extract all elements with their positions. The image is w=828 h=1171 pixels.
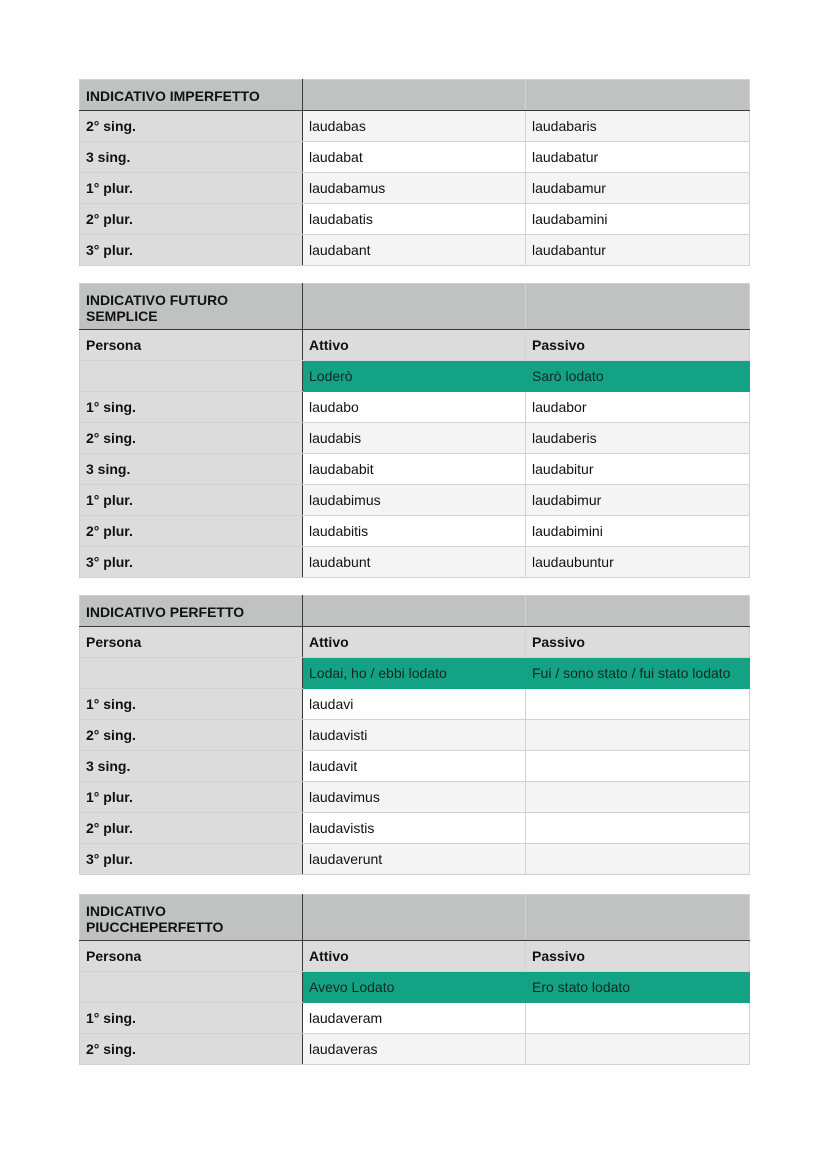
table-title-row xyxy=(80,284,750,330)
persona-cell: 2° sing. xyxy=(80,720,303,751)
passivo-cell: laudabatur xyxy=(526,142,750,173)
translation-row xyxy=(80,658,750,689)
translation-passivo: Fui / sono stato / fui stato lodato xyxy=(526,658,750,689)
column-header-attivo: Attivo xyxy=(303,941,526,972)
attivo-cell: laudavistis xyxy=(303,813,526,844)
translation-attivo: Loderò xyxy=(303,361,526,392)
persona-cell: 2° plur. xyxy=(80,516,303,547)
persona-cell: 3° plur. xyxy=(80,547,303,578)
table-row xyxy=(80,813,750,844)
attivo-cell: laudabas xyxy=(303,111,526,142)
persona-cell: 3 sing. xyxy=(80,142,303,173)
attivo-cell: laudabitis xyxy=(303,516,526,547)
attivo-cell: laudaveras xyxy=(303,1034,526,1065)
persona-cell: 1° plur. xyxy=(80,485,303,516)
table-row xyxy=(80,1034,750,1065)
table-row xyxy=(80,547,750,578)
table-row xyxy=(80,516,750,547)
passivo-cell: laudabaris xyxy=(526,111,750,142)
attivo-cell: laudabamus xyxy=(303,173,526,204)
attivo-cell: laudabis xyxy=(303,423,526,454)
passivo-cell xyxy=(526,1003,750,1034)
column-header-row xyxy=(80,330,750,361)
column-header-passivo: Passivo xyxy=(526,330,750,361)
table-row xyxy=(80,844,750,875)
column-header-persona: Persona xyxy=(80,330,303,361)
column-header-passivo: Passivo xyxy=(526,941,750,972)
translation-row xyxy=(80,361,750,392)
table-row xyxy=(80,423,750,454)
persona-cell: 2° sing. xyxy=(80,111,303,142)
passivo-cell: laudabitur xyxy=(526,454,750,485)
passivo-cell xyxy=(526,720,750,751)
passivo-cell xyxy=(526,782,750,813)
table-indicativo-imperfetto xyxy=(79,79,750,266)
passivo-cell xyxy=(526,813,750,844)
table-title-row xyxy=(80,895,750,941)
attivo-cell: laudaverunt xyxy=(303,844,526,875)
table-row xyxy=(80,689,750,720)
table-row xyxy=(80,235,750,266)
table-row xyxy=(80,1003,750,1034)
passivo-cell: laudabamini xyxy=(526,204,750,235)
table-title: INDICATIVO IMPERFETTO xyxy=(80,80,303,111)
persona-cell: 2° plur. xyxy=(80,813,303,844)
translation-row xyxy=(80,972,750,1003)
attivo-cell: laudaveram xyxy=(303,1003,526,1034)
attivo-cell: laudabo xyxy=(303,392,526,423)
passivo-cell: laudabimini xyxy=(526,516,750,547)
passivo-cell xyxy=(526,1034,750,1065)
table-row xyxy=(80,751,750,782)
table-indicativo-piuccheperfetto xyxy=(79,894,750,1065)
persona-cell: 1° sing. xyxy=(80,392,303,423)
column-header-persona: Persona xyxy=(80,941,303,972)
passivo-cell: laudaubuntur xyxy=(526,547,750,578)
table-title-row xyxy=(80,596,750,627)
persona-cell: 3 sing. xyxy=(80,751,303,782)
table-title-row xyxy=(80,80,750,111)
column-header-passivo: Passivo xyxy=(526,627,750,658)
table-row xyxy=(80,392,750,423)
passivo-cell: laudaberis xyxy=(526,423,750,454)
persona-cell: 1° sing. xyxy=(80,1003,303,1034)
persona-cell: 1° sing. xyxy=(80,689,303,720)
table-row xyxy=(80,782,750,813)
persona-cell: 2° plur. xyxy=(80,204,303,235)
column-header-attivo: Attivo xyxy=(303,627,526,658)
table-row xyxy=(80,454,750,485)
passivo-cell: laudabor xyxy=(526,392,750,423)
attivo-cell: laudabunt xyxy=(303,547,526,578)
table-row xyxy=(80,204,750,235)
table-row xyxy=(80,173,750,204)
attivo-cell: laudavi xyxy=(303,689,526,720)
table-title: INDICATIVO PIUCCHEPERFETTO xyxy=(80,895,303,941)
translation-attivo: Avevo Lodato xyxy=(303,972,526,1003)
translation-passivo: Sarò lodato xyxy=(526,361,750,392)
attivo-cell: laudabat xyxy=(303,142,526,173)
persona-cell: 3 sing. xyxy=(80,454,303,485)
passivo-cell: laudabamur xyxy=(526,173,750,204)
passivo-cell xyxy=(526,844,750,875)
persona-cell: 3° plur. xyxy=(80,844,303,875)
attivo-cell: laudabimus xyxy=(303,485,526,516)
passivo-cell xyxy=(526,751,750,782)
table-indicativo-futuro-semplice xyxy=(79,283,750,578)
persona-cell: 1° plur. xyxy=(80,173,303,204)
persona-cell: 1° plur. xyxy=(80,782,303,813)
attivo-cell: laudabatis xyxy=(303,204,526,235)
translation-attivo: Lodai, ho / ebbi lodato xyxy=(303,658,526,689)
translation-passivo: Ero stato lodato xyxy=(526,972,750,1003)
persona-cell: 2° sing. xyxy=(80,423,303,454)
column-header-persona: Persona xyxy=(80,627,303,658)
attivo-cell: laudavisti xyxy=(303,720,526,751)
attivo-cell: laudababit xyxy=(303,454,526,485)
table-title: INDICATIVO FUTURO SEMPLICE xyxy=(80,284,303,330)
attivo-cell: laudavimus xyxy=(303,782,526,813)
table-row xyxy=(80,142,750,173)
column-header-attivo: Attivo xyxy=(303,330,526,361)
table-row xyxy=(80,485,750,516)
passivo-cell: laudabantur xyxy=(526,235,750,266)
table-row xyxy=(80,111,750,142)
passivo-cell: laudabimur xyxy=(526,485,750,516)
column-header-row xyxy=(80,627,750,658)
table-title: INDICATIVO PERFETTO xyxy=(80,596,303,627)
table-row xyxy=(80,720,750,751)
persona-cell: 2° sing. xyxy=(80,1034,303,1065)
attivo-cell: laudavit xyxy=(303,751,526,782)
persona-cell: 3° plur. xyxy=(80,235,303,266)
table-indicativo-perfetto xyxy=(79,595,750,875)
column-header-row xyxy=(80,941,750,972)
passivo-cell xyxy=(526,689,750,720)
attivo-cell: laudabant xyxy=(303,235,526,266)
